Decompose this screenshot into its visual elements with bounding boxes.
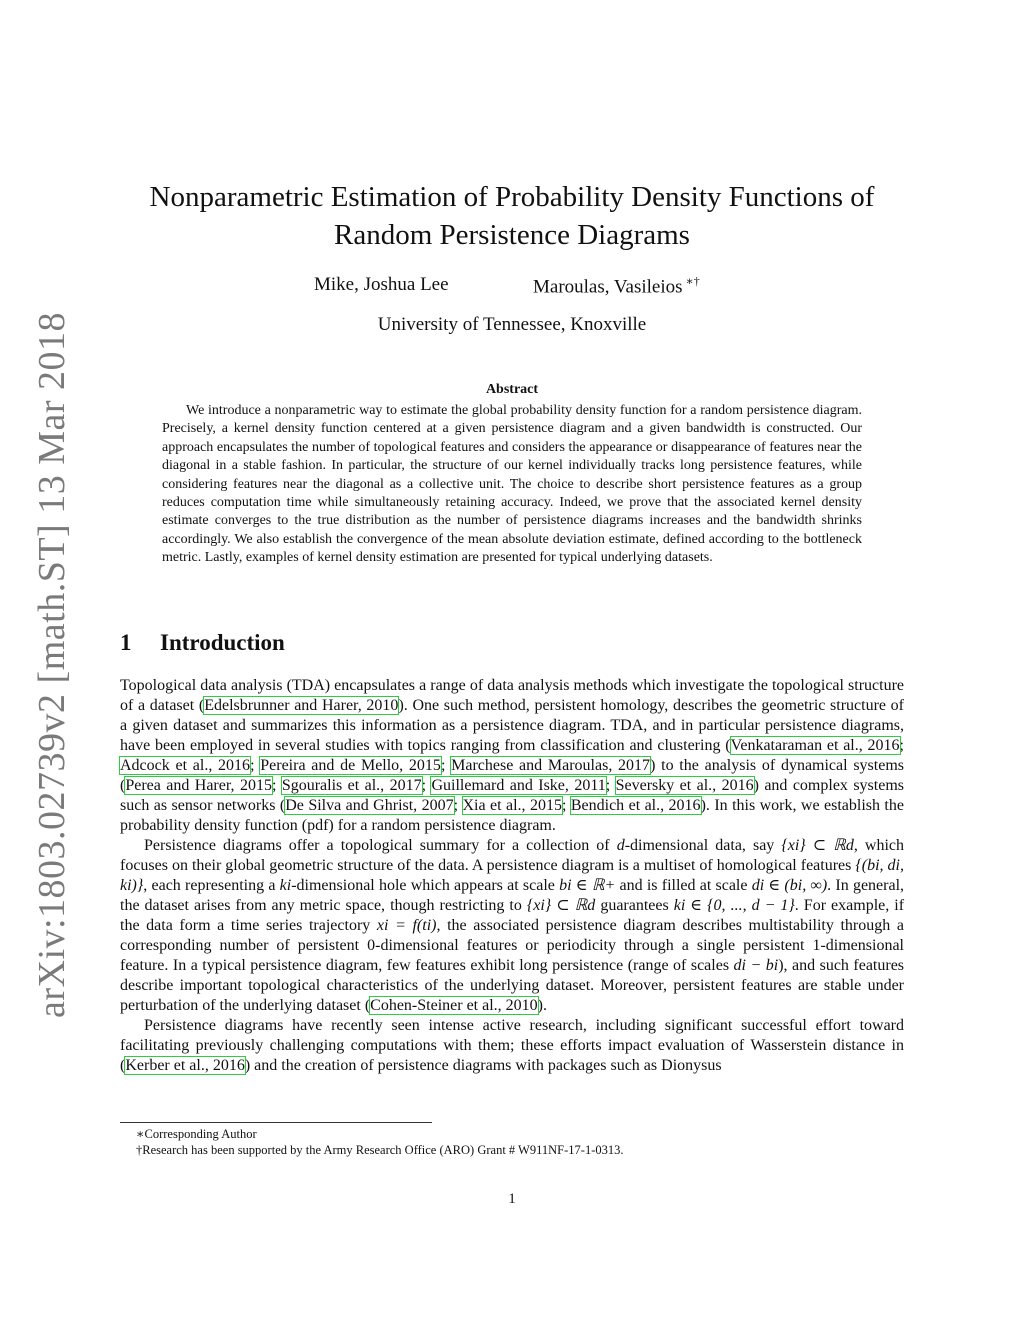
paragraph-2: Persistence diagrams offer a topological summary for a collection of d-dimensional data, say {xi} ⊂ ℝd, which focuses on their global geometric structure of the data. A persistence diagram is a multiset of homological features {(bi, di, ki)}, each representing a ki-dimensional hole which appears at scale bi ∈ ℝ+ and is filled at scale di ∈ (bi, ∞). In general, the dataset arises from any metric space, though restricting to {xi} ⊂ ℝd guarantees ki ∈ {0, ..., d − 1}. For example, if the data form a time series trajectory xi = f(ti), the associated persistence diagram describes multistability through a corresponding number of persistent 0-dimensional features or periodicity through a single persistent 1-dimensional feature. In a typical persistence diagram, few features exhibit long persistence (range of scales di − bi), and such features describe important topological characteristics of the underlying dataset. Moreover, persistent features are stable under perturbation of the underlying dataset (Cohen-Steiner et al., 2010). xyxy=(120,837,905,1014)
citation-link[interactable]: Perea and Harer, 2015 xyxy=(125,777,272,794)
citation-link[interactable]: Bendich et al., 2016 xyxy=(570,797,701,814)
section-heading xyxy=(120,630,285,656)
citation-link[interactable]: Cohen-Steiner et al., 2010 xyxy=(370,997,538,1014)
math-inline: bi ∈ ℝ+ xyxy=(559,877,616,894)
paragraph-3: Persistence diagrams have recently seen intense active research, including significant successful effort toward facilitating previously challenging computations with them; these efforts impact evaluation of Wasserstein distance in (Kerber et al., 2016) and the creation of persistence diagrams with packages such as Dionysus xyxy=(120,1017,904,1074)
citation-link[interactable]: Adcock et al., 2016 xyxy=(120,757,251,774)
author-2: Maroulas, Vasileios ∗† xyxy=(533,274,700,298)
citation-link[interactable]: Guillemard and Iske, 2011 xyxy=(431,777,606,794)
affiliation: University of Tennessee, Knoxville xyxy=(377,314,647,335)
abstract-heading: Abstract xyxy=(485,382,539,397)
math-inline: ki xyxy=(279,877,292,894)
citation-link[interactable]: Sgouralis et al., 2017 xyxy=(281,777,422,794)
math-inline: di ∈ (bi, ∞) xyxy=(751,877,828,894)
footnote-1: ∗Corresponding Author xyxy=(136,1127,257,1141)
arxiv-identifier-stamp: arXiv:1803.02739v2 [math.ST] 13 Mar 2018 xyxy=(31,311,73,1019)
citation-link[interactable]: Marchese and Maroulas, 2017 xyxy=(451,757,651,774)
page-number: 1 xyxy=(508,1191,516,1207)
footnote-2: †Research has been supported by the Army Research Office (ARO) Grant # W911NF-17-1-0313. xyxy=(136,1143,624,1157)
math-inline: {xi} ⊂ ℝd xyxy=(526,897,596,914)
paper-title: Nonparametric Estimation of Probability Density Functions of Random Persistence Diagrams xyxy=(149,181,875,251)
section-number: 1 xyxy=(120,630,132,655)
math-inline: {xi} ⊂ ℝd xyxy=(781,837,854,854)
paragraph-1: Topological data analysis (TDA) encapsulates a range of data analysis methods which investigate the topological structure of a dataset (Edelsbrunner and Harer, 2010). One such method, persistent homology, describes the geometric structure of a given dataset and summarizes this information as a persistence diagram. TDA, and in particular persistence diagrams, have been employed in several studies with topics ranging from classification and clustering (Venkataraman et al., 2016; Adcock et al., 2016; Pereira and de Mello, 2015; Marchese and Maroulas, 2017) to the analysis of dynamical systems (Perea and Harer, 2015; Sgouralis et al., 2017; Guillemard and Iske, 2011; Seversky et al., 2016) and complex systems such as sensor networks (De Silva and Ghrist, 2007; Xia et al., 2015; Bendich et al., 2016). In this work, we establish the probability density function (pdf) for a random persistence diagram. xyxy=(120,677,905,834)
math-inline: {(bi, di, ki)} xyxy=(120,857,904,894)
footnotes xyxy=(120,1126,624,1158)
math-inline: xi = f(ti) xyxy=(376,917,437,934)
author-1: Mike, Joshua Lee xyxy=(314,274,449,295)
citation-link[interactable]: Kerber et al., 2016 xyxy=(125,1057,245,1074)
citation-link[interactable]: Venkataraman et al., 2016 xyxy=(730,737,900,754)
citation-link[interactable]: Pereira and de Mello, 2015 xyxy=(260,757,441,774)
citation-link[interactable]: Xia et al., 2015 xyxy=(462,797,562,814)
math-inline: d xyxy=(616,837,625,854)
math-inline: ki ∈ {0, ..., d − 1} xyxy=(673,897,795,914)
footnote-rule xyxy=(120,1122,432,1123)
citation-link[interactable]: Seversky et al., 2016 xyxy=(615,777,754,794)
body-text xyxy=(120,676,904,1076)
citation-link[interactable]: Edelsbrunner and Harer, 2010 xyxy=(204,697,399,714)
citation-link[interactable]: De Silva and Ghrist, 2007 xyxy=(285,797,454,814)
abstract-text: We introduce a nonparametric way to estimate the global probability density function for a random persistence diagram. Precisely, a kernel density function centered at a given persistence diagram and a given bandwidth is constructed. Our approach encapsulates the number of topological features and considers the appearance or disappearance of features near the diagonal in a stable fashion. In particular, the structure of our kernel individually tracks long persistence features, while considering features near the diagonal as a collective unit. The choice to describe short persistence features as a group reduces computation time while simultaneously retaining accuracy. Indeed, we prove that the associated kernel density estimate converges to the true distribution as the number of persistence diagrams increases and the bandwidth shrinks accordingly. We also establish the convergence of the mean absolute deviation estimate, defined according to the bottleneck metric. Lastly, examples of kernel density estimation are presented for typical underlying datasets. xyxy=(162,403,862,566)
math-inline: di − bi xyxy=(733,957,779,974)
author-footnote-marks: ∗† xyxy=(685,274,700,288)
section-title: Introduction xyxy=(160,630,285,655)
